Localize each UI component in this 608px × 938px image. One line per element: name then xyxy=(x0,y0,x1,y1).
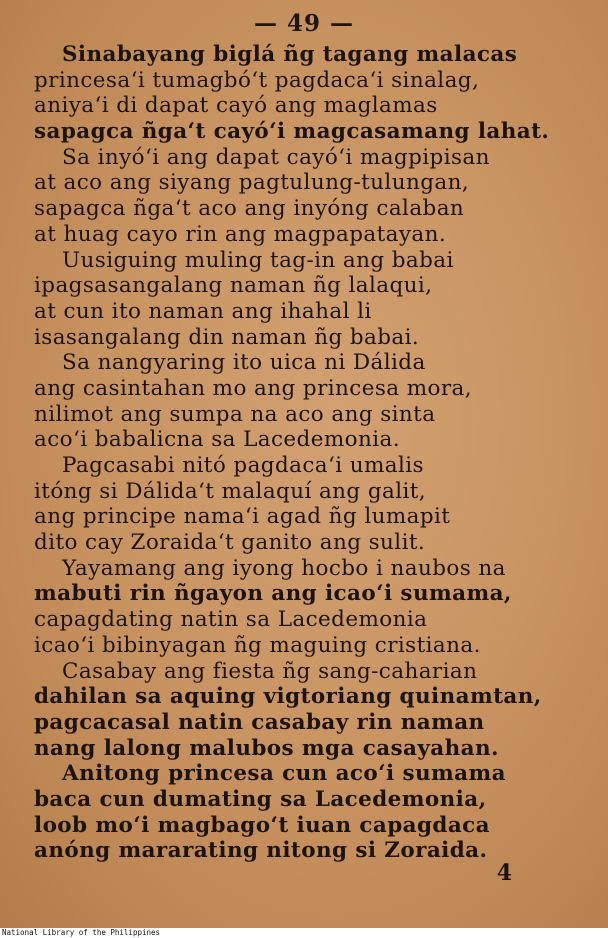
verse-line: loob mo‘i magbago‘t iuan capagdaca xyxy=(34,812,490,838)
verse-line: mabuti rin ñgayon ang icao‘i sumama, xyxy=(34,581,512,607)
signature-mark: 4 xyxy=(496,860,512,886)
verse-line: dito cay Zoraida‘t ganito ang sulit. xyxy=(34,530,426,556)
verse-line: nang lalong malubos mga casayahan. xyxy=(34,735,499,761)
verse-line: Pagcasabi nitó pagdaca‘i umalis xyxy=(62,453,424,478)
verse-line: isasangalang din naman ñg babai. xyxy=(34,324,420,350)
verse-line: nilimot ang sumpa na aco ang sinta xyxy=(34,401,436,427)
verse-line: Yayamang ang iyong hocbo i naubos na xyxy=(62,555,506,581)
verse-line: dahilan sa aquing vigtoriang quinamtan, xyxy=(34,684,542,710)
verse-line: princesa‘i tumagbó‘t pagdaca‘i sinalag, xyxy=(34,67,480,93)
verse-line: Uusiguing muling tag-in ang babai xyxy=(62,247,454,273)
verse-line: ang casintahan mo ang princesa mora, xyxy=(34,375,472,401)
verse-line: Sa nangyaring ito uica ni Dálida xyxy=(62,350,426,376)
verse-line: aniya‘i di dapat cayó ang maglamas xyxy=(34,93,438,119)
verse-line: itóng si Dálida‘t malaquí ang galit, xyxy=(34,478,427,504)
verse-line: capagdating natin sa Lacedemonia xyxy=(34,607,428,633)
verse-line: sapagca ñga‘t cayó‘i magcasamang lahat. xyxy=(34,119,550,145)
verse-line: baca cun dumating sa Lacedemonia, xyxy=(34,786,487,812)
verse-line: Sinabayang biglá ñg tagang malacas xyxy=(62,42,518,67)
verse-line: anóng mararating nitong si Zoraida. xyxy=(34,838,488,864)
footer-credit: National Library of the Philippines xyxy=(2,928,161,937)
verse-line: ang principe nama‘i agad ñg lumapit xyxy=(34,504,451,530)
verse-line: at cun ito naman ang ihahal li xyxy=(34,298,372,324)
verse-line: Casabay ang fiesta ñg sang-caharian xyxy=(62,658,478,684)
verse-line: at huag cayo rin ang magpapatayan. xyxy=(34,221,447,247)
verse-text xyxy=(0,42,608,864)
verse-line: at aco ang siyang pagtulung-tulungan, xyxy=(34,170,470,196)
verse-line: Sa inyó‘i ang dapat cayó‘i magpipisan xyxy=(62,144,490,170)
verse-line: pagcacasal natin casabay rin naman xyxy=(34,709,485,735)
verse-line: Anitong princesa cun aco‘i sumama xyxy=(62,761,506,787)
verse-line: sapagca ñga‘t aco ang inyóng calaban xyxy=(34,196,465,222)
verse-line: ipagsasangalang naman ñg lalaqui, xyxy=(34,273,433,299)
page-number: — 49 — xyxy=(253,10,355,37)
verse-line: aco‘i babalicna sa Lacedemonia. xyxy=(34,427,400,453)
verse-line: icao‘i bibinyagan ñg maguing cristiana. xyxy=(34,632,481,658)
